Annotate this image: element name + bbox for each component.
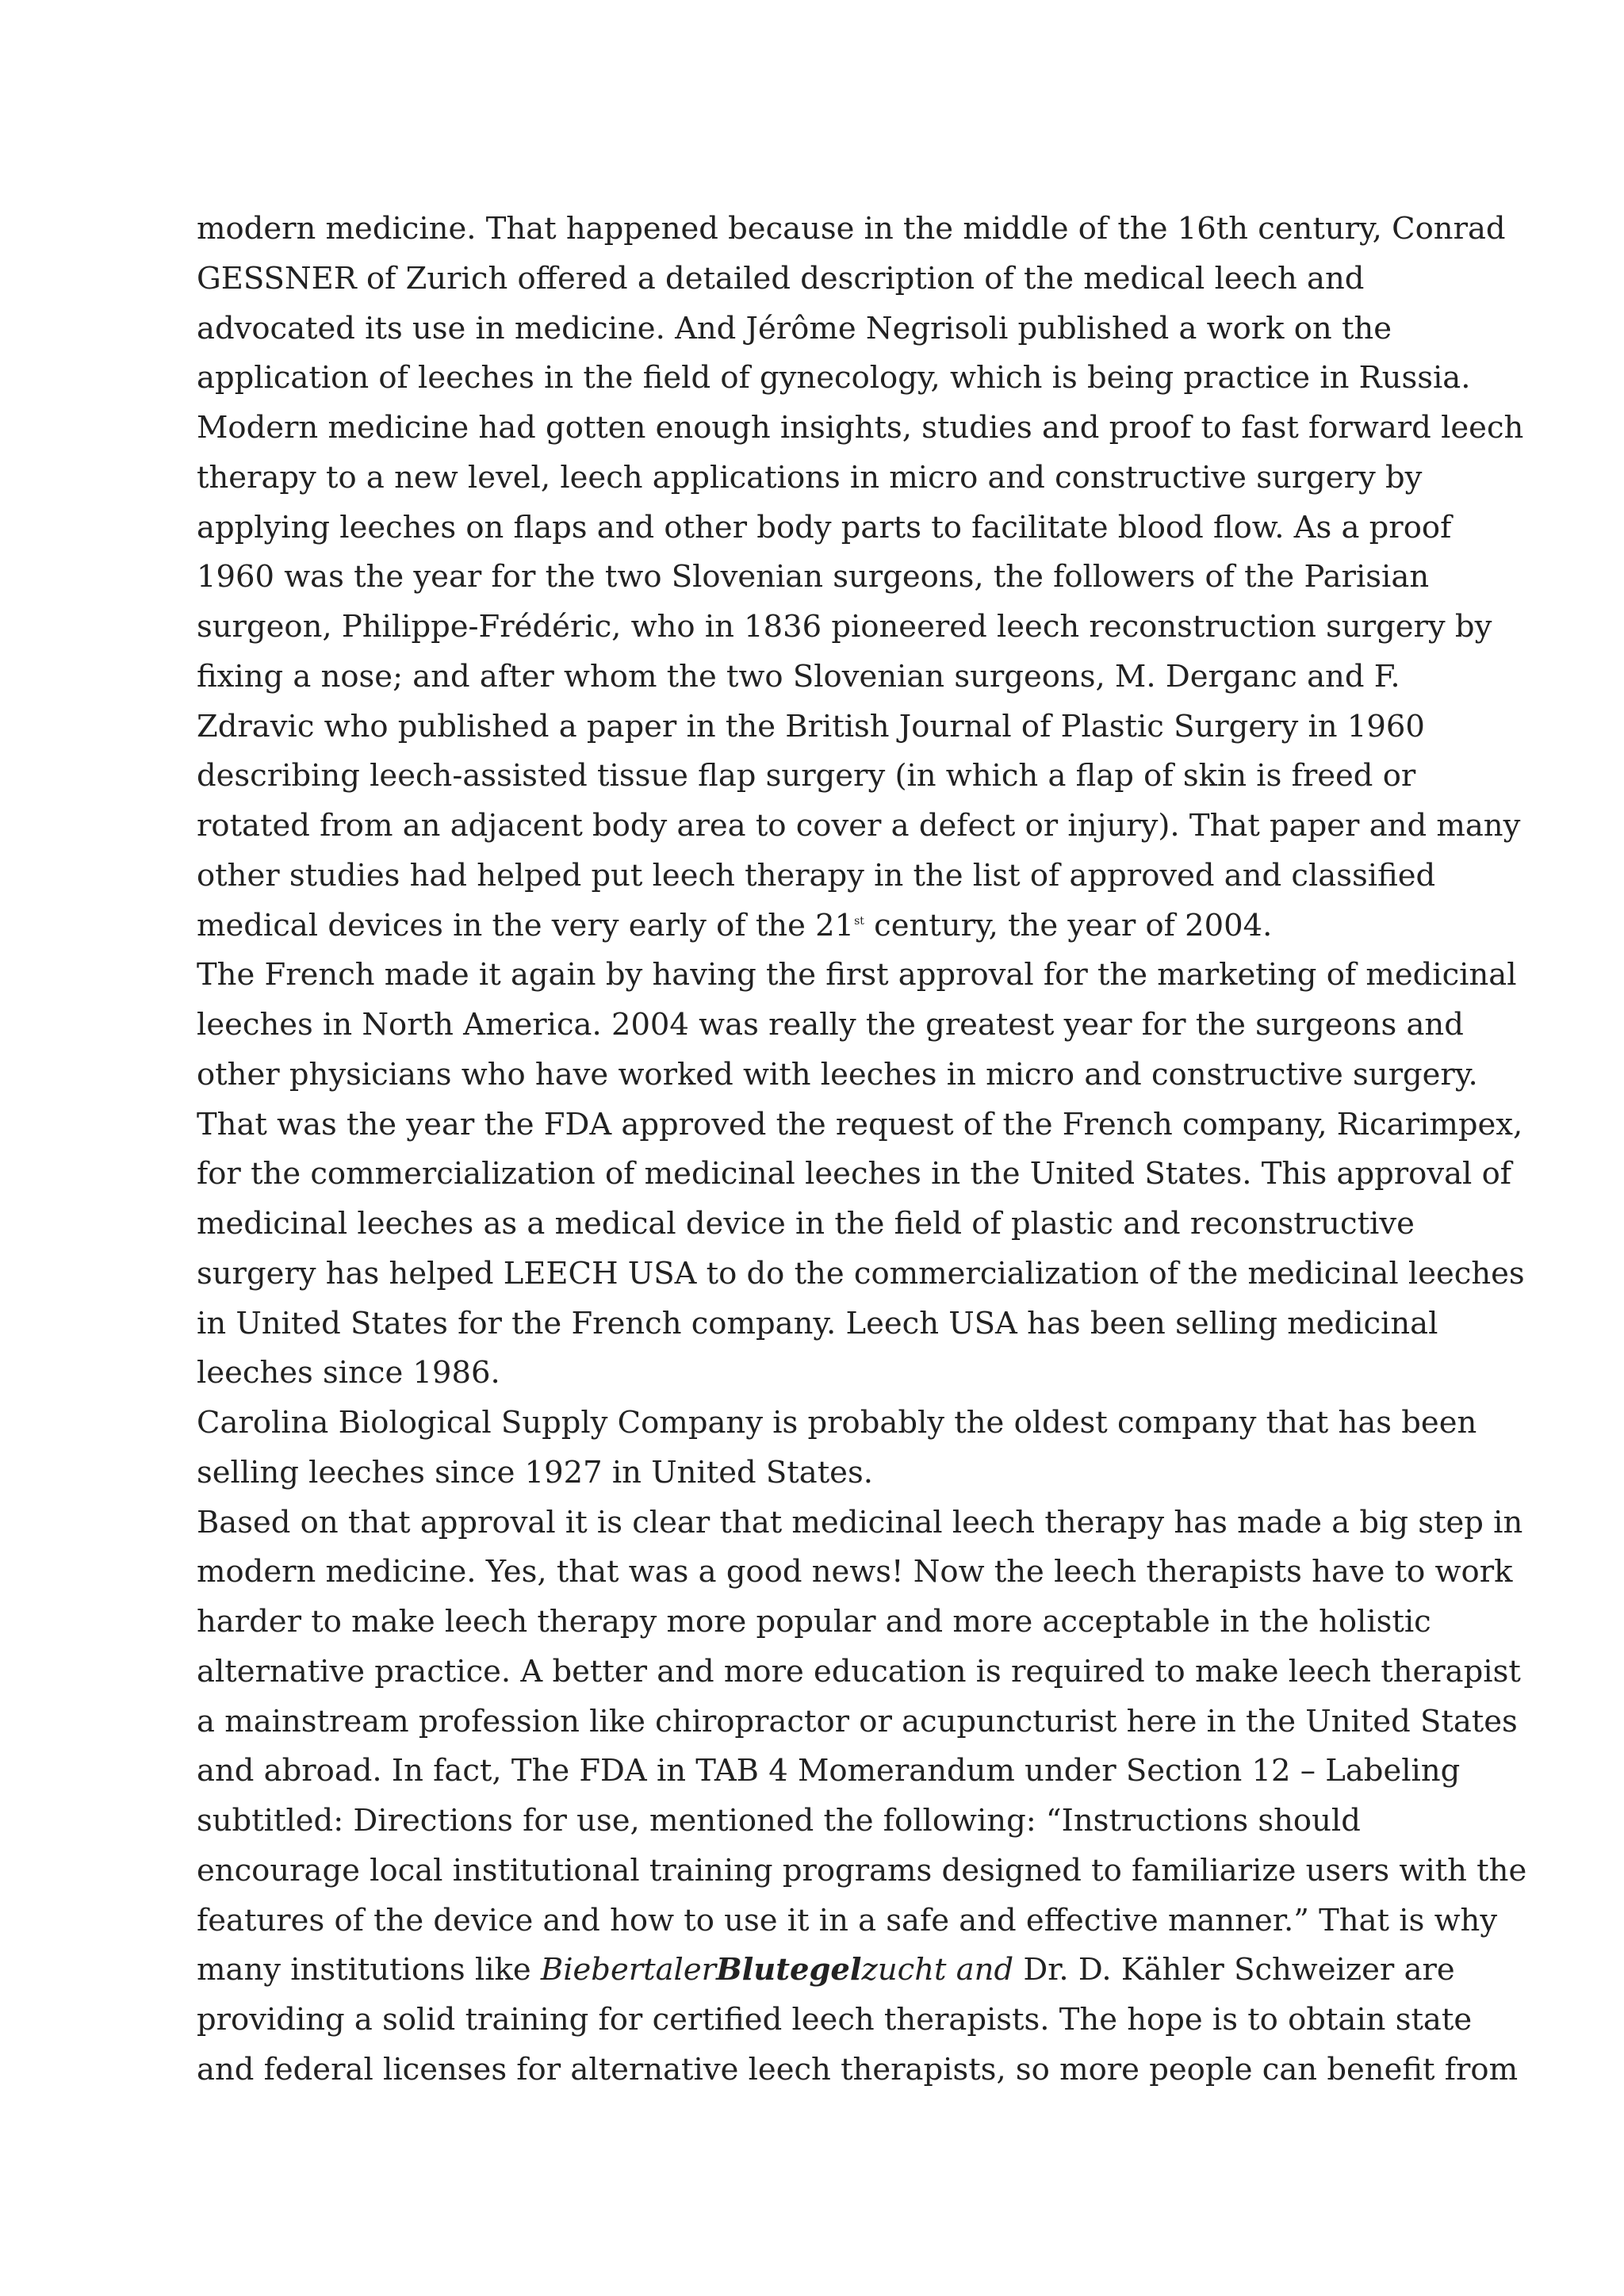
- text-line: features of the device and how to use it in a safe and effective manner.” That is why: [197, 1902, 1498, 1938]
- text-line: leeches since 1986.: [197, 1355, 500, 1391]
- text-fragment: medical devices in the very early of the 21: [197, 907, 855, 943]
- text-fragment: many institutions like: [197, 1952, 541, 1988]
- text-line: encourage local institutional training programs designed to familiarize users with the: [197, 1852, 1527, 1888]
- text-line: leeches in North America. 2004 was really the greatest year for the surgeons and: [197, 1007, 1464, 1043]
- ordinal-superscript: st: [854, 914, 864, 928]
- text-line: modern medicine. Yes, that was a good news! Now the leech therapists have to work: [197, 1554, 1513, 1590]
- text-line: advocated its use in medicine. And Jérôme Negrisoli published a work on the: [197, 310, 1392, 346]
- bold-italic-text: Blutegel: [716, 1952, 862, 1988]
- text-line: subtitled: Directions for use, mentioned the following: “Instructions should: [197, 1803, 1361, 1839]
- text-line: for the commercialization of medicinal leeches in the United States. This approval of: [197, 1156, 1512, 1192]
- text-line: alternative practice. A better and more education is required to make leech therapist: [197, 1653, 1521, 1689]
- text-line: fixing a nose; and after whom the two Slovenian surgeons, M. Derganc and F.: [197, 658, 1400, 695]
- text-line: application of leeches in the field of gynecology, which is being practice in Russia.: [197, 360, 1471, 396]
- text-fragment: Dr. D. Kähler Schweizer are: [1013, 1952, 1455, 1988]
- text-line: in United States for the French company. Leech USA has been selling medicinal: [197, 1305, 1438, 1341]
- text-line: That was the year the FDA approved the request of the French company, Ricarimpex,: [197, 1106, 1523, 1142]
- body-text: [197, 205, 1527, 2095]
- italic-text: Biebertaler: [540, 1952, 717, 1988]
- text-line: other physicians who have worked with leeches in micro and constructive surgery.: [197, 1056, 1478, 1093]
- text-line: rotated from an adjacent body area to cover a defect or injury). That paper and many: [197, 808, 1521, 844]
- text-line: modern medicine. That happened because in the middle of the 16th century, Conrad: [197, 211, 1506, 247]
- text-line: and abroad. In fact, The FDA in TAB 4 Momerandum under Section 12 – Labeling: [197, 1753, 1461, 1789]
- text-line: medicinal leeches as a medical device in the field of plastic and reconstructive: [197, 1206, 1415, 1242]
- text-line: and federal licenses for alternative leech therapists, so more people can benefit from: [197, 2051, 1519, 2087]
- text-line: The French made it again by having the first approval for the marketing of medicinal: [197, 957, 1517, 993]
- text-line: Zdravic who published a paper in the British Journal of Plastic Surgery in 1960: [197, 708, 1425, 744]
- text-line: describing leech-assisted tissue flap surgery (in which a flap of skin is freed or: [197, 758, 1416, 794]
- text-line: 1960 was the year for the two Slovenian surgeons, the followers of the Parisian: [197, 559, 1430, 595]
- text-line: Based on that approval it is clear that medicinal leech therapy has made a big step in: [197, 1504, 1523, 1540]
- text-line: other studies had helped put leech therapy in the list of approved and classified: [197, 857, 1436, 894]
- italic-text: zucht and: [861, 1952, 1014, 1988]
- text-line: therapy to a new level, leech applications in micro and constructive surgery by: [197, 459, 1423, 496]
- text-line: a mainstream profession like chiropractor or acupuncturist here in the United States: [197, 1703, 1518, 1739]
- text-line-with-italics: [197, 1946, 1465, 1996]
- text-line: Modern medicine had gotten enough insights, studies and proof to fast forward leech: [197, 410, 1524, 446]
- text-line: selling leeches since 1927 in United States.: [197, 1454, 873, 1490]
- text-line: surgeon, Philippe-Frédéric, who in 1836 pioneered leech reconstruction surgery by: [197, 609, 1492, 645]
- text-line-with-superscript: [197, 901, 1465, 951]
- text-line: surgery has helped LEECH USA to do the commercialization of the medicinal leeches: [197, 1255, 1525, 1292]
- text-line: applying leeches on flaps and other body parts to facilitate blood flow. As a proof: [197, 509, 1452, 545]
- text-line: harder to make leech therapy more popular and more acceptable in the holistic: [197, 1604, 1431, 1640]
- text-fragment: century, the year of 2004.: [864, 907, 1273, 943]
- text-line: GESSNER of Zurich offered a detailed description of the medical leech and: [197, 260, 1365, 297]
- text-line: Carolina Biological Supply Company is probably the oldest company that has been: [197, 1405, 1477, 1441]
- text-line: providing a solid training for certified leech therapists. The hope is to obtain state: [197, 2002, 1473, 2038]
